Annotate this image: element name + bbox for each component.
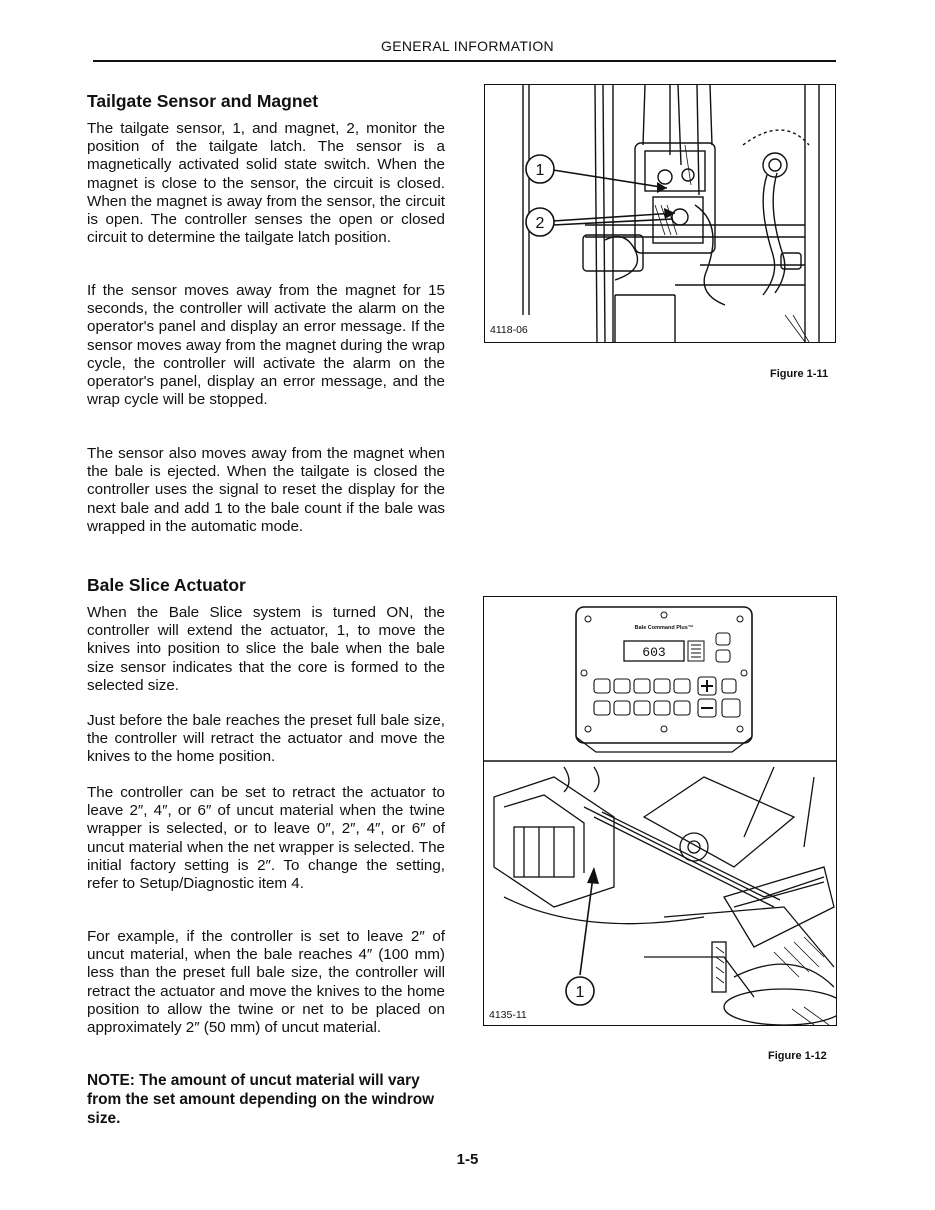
figure-bale-slice <box>483 596 837 1026</box>
figure-caption: Figure 1-12 <box>768 1050 827 1062</box>
paragraph: The sensor also moves away from the magnet when the bale is ejected. When the tailgate is closed the controller uses the signal to reset the display for the next bale and add 1 to the bale count if the bale was wrapped in the automatic mode. <box>87 445 445 535</box>
panel-display-value: 603 <box>642 645 666 660</box>
figure-tailgate-sensor <box>484 84 836 343</box>
section-tailgate-sensor <box>87 91 445 112</box>
header-title: GENERAL INFORMATION <box>381 38 554 54</box>
section-heading: Tailgate Sensor and Magnet <box>87 91 319 111</box>
control-panel-icon <box>576 607 752 752</box>
bale-slice-paragraph-1-block <box>87 604 445 695</box>
tailgate-paragraph-1-block <box>87 120 445 247</box>
tailgate-paragraph-2-block <box>87 282 445 409</box>
bale-slice-paragraph-2-block <box>87 712 445 767</box>
figure-code: 4118-06 <box>490 324 528 336</box>
paragraph: If the sensor moves away from the magnet for 15 seconds, the controller will activate the alarm on the operator's panel and display an error message. If the sensor moves away from the magnet during the wrap cycle, the controller will activate the alarm on the operator's panel, display an error message, and the wrap cycle will be stopped. <box>87 282 445 409</box>
note-block <box>87 1071 445 1128</box>
bale-slice-paragraph-4-block <box>87 928 445 1037</box>
header-rule <box>93 60 836 62</box>
figure-code: 4135-11 <box>489 1009 527 1021</box>
section-bale-slice <box>87 575 445 596</box>
paragraph: The controller can be set to retract the actuator to leave 2″, 4″, or 6″ of uncut material when the twine wrapper is selected, or to leave 0″, 2″, 4″, or 6″ of uncut material when the net wrapper is selected. The initial factory setting is 2″. To change the setting, refer to Setup/Diagnostic item 4. <box>87 784 445 893</box>
tailgate-paragraph-3-block <box>87 445 445 536</box>
section-heading: Bale Slice Actuator <box>87 575 246 595</box>
callout-label: 2 <box>535 215 545 232</box>
figure-caption: Figure 1-11 <box>770 368 829 380</box>
callout-1-icon <box>526 155 554 183</box>
paragraph: The tailgate sensor, 1, and magnet, 2, monitor the position of the tailgate latch. The sensor is a magnetically activated solid state switch. When the magnet is close to the sensor, the circuit is closed. When the magnet is away from the sensor, the circuit is open. The controller senses the open or closed circuit to determine the tailgate latch position. <box>87 120 445 247</box>
callout-label: 1 <box>575 984 585 1001</box>
panel-title: Bale Command Plus™ <box>634 625 694 631</box>
bale-slice-illustration <box>484 597 836 1025</box>
paragraph: Just before the bale reaches the preset full bale size, the controller will retract the actuator and move the knives to the home position. <box>87 712 445 766</box>
callout-2-icon <box>526 208 554 236</box>
bale-slice-paragraph-3-block <box>87 784 445 893</box>
page-number: 1-5 <box>456 1151 479 1168</box>
note-text: NOTE: The amount of uncut material will vary from the set amount depending on the windrow size. <box>87 1072 435 1127</box>
callout-1-icon <box>566 977 594 1005</box>
callout-label: 1 <box>535 162 545 179</box>
paragraph: When the Bale Slice system is turned ON, the controller will extend the actuator, 1, to move the knives into position to slice the bale when the bale size sensor indicates that the core is formed to the selected size. <box>87 604 445 694</box>
paragraph: For example, if the controller is set to leave 2″ of uncut material, when the bale reaches 4″ (100 mm) less than the preset full bale size, the controller will retract the actuator and move the knives to the home position to allow the twine or net to be placed on approximately 2″ (50 mm) of uncut material. <box>87 928 445 1037</box>
tailgate-sensor-illustration <box>485 85 835 342</box>
